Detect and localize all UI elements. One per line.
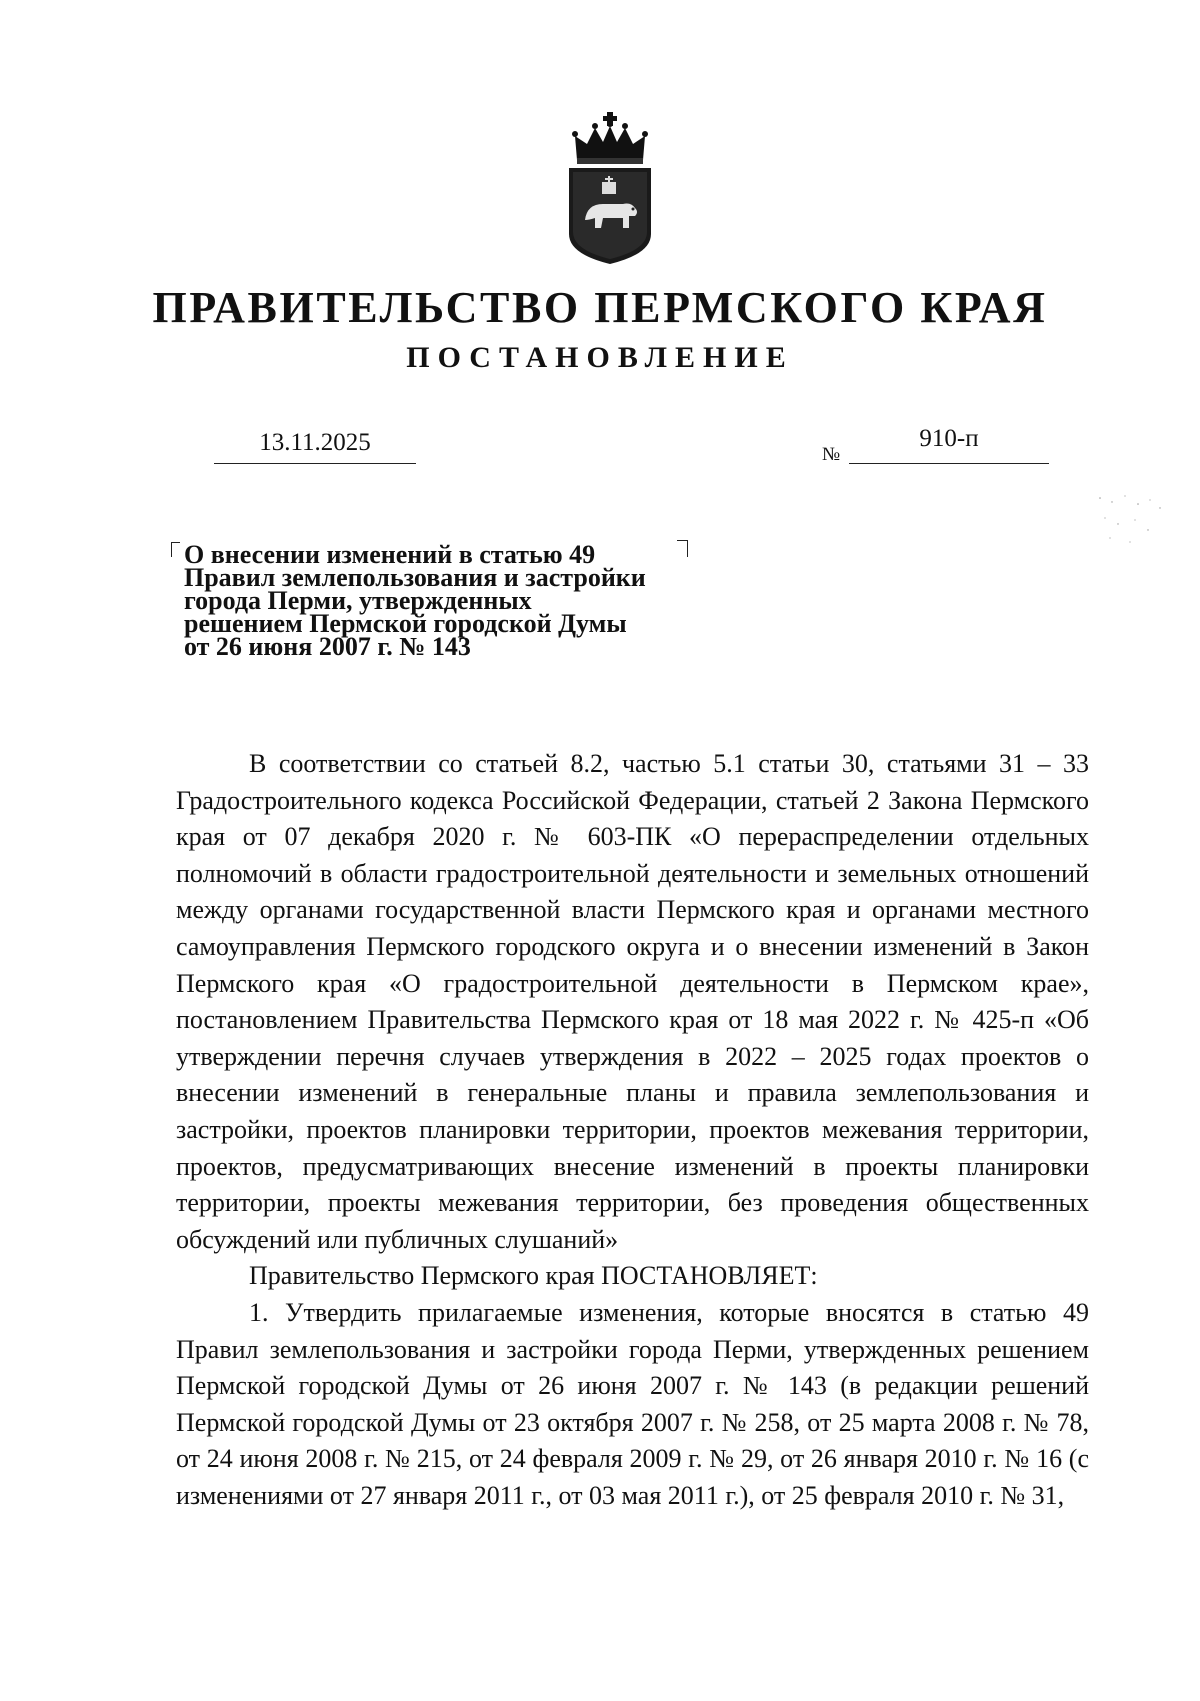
- subject-bracket-left: [171, 542, 180, 557]
- document-subject: [184, 540, 704, 661]
- body-paragraph: Правительство Пермского края ПОСТАНОВЛЯЕТ:: [249, 1261, 818, 1291]
- scan-noise: [1090, 490, 1170, 550]
- number-underline: [849, 463, 1049, 464]
- subject-line: решением Пермской городской Думы: [184, 609, 627, 638]
- subject-line: от 26 июня 2007 г. № 143: [184, 632, 471, 661]
- subject-line: О внесении изменений в статью 49: [184, 540, 596, 569]
- perm-krai-coat-of-arms-icon: [567, 112, 653, 264]
- body-paragraph: 1. Утвердить прилагаемые изменения, которые вносятся в статью 49 Правил землепользования и застройки города Перми, утвержденных решением Пермской городской Думы от 26 июня 2007 г. № 143 (в редакции решений Пермской городской Думы от 23 октября 2007 г. № 258, от 25 марта 2008 г. № 78, от 24 июня 2008 г. № 215, от 24 февраля 2009 г. № 29, от 26 января 2010 г. № 16 (с изменениями от 27 января 2011 г., от 03 мая 2011 г.), от 25 февраля 2010 г. № 31,: [176, 1297, 1089, 1510]
- subject-line: Правил землепользования и застройки: [184, 563, 646, 592]
- document-number: 910-п: [919, 425, 979, 452]
- body-paragraph: В соответствии со статьей 8.2, частью 5.1 статьи 30, статьями 31 – 33 Градостроительного кодекса Российской Федерации, статьей 2 Закона Пермского края от 07 декабря 2020 г. № 603-ПК «О перераспределении отдельных полномочий в области градостроительной деятельности и земельных отношений между органами государственной власти Пермского края и органами местного самоуправления Пермского городского округа и о внесении изменений в Закон Пермского края «О градостроительной деятельности в Пермском крае», постановлением Правительства Пермского края от 18 мая 2022 г. № 425-п «Об утверждении перечня случаев утверждения в 2022 – 2025 годах проектов о внесении изменений в генеральные планы и правила землепользования и застройки, проектов планировки территории, проектов межевания территории, проектов, предусматривающих внесение изменений в проекты планировки территории, проекты межевания территории, без проведения общественных обсуждений или публичных слушаний»: [176, 749, 1089, 1254]
- document-date: 13.11.2025: [259, 429, 371, 456]
- date-underline: [214, 463, 416, 464]
- subject-line: города Перми, утвержденных: [184, 586, 532, 615]
- number-sign: №: [822, 444, 841, 465]
- authority-title: ПРАВИТЕЛЬСТВО ПЕРМСКОГО КРАЯ: [152, 283, 1048, 332]
- document-body: [176, 746, 1089, 1514]
- document-type: ПОСТАНОВЛЕНИЕ: [406, 341, 794, 374]
